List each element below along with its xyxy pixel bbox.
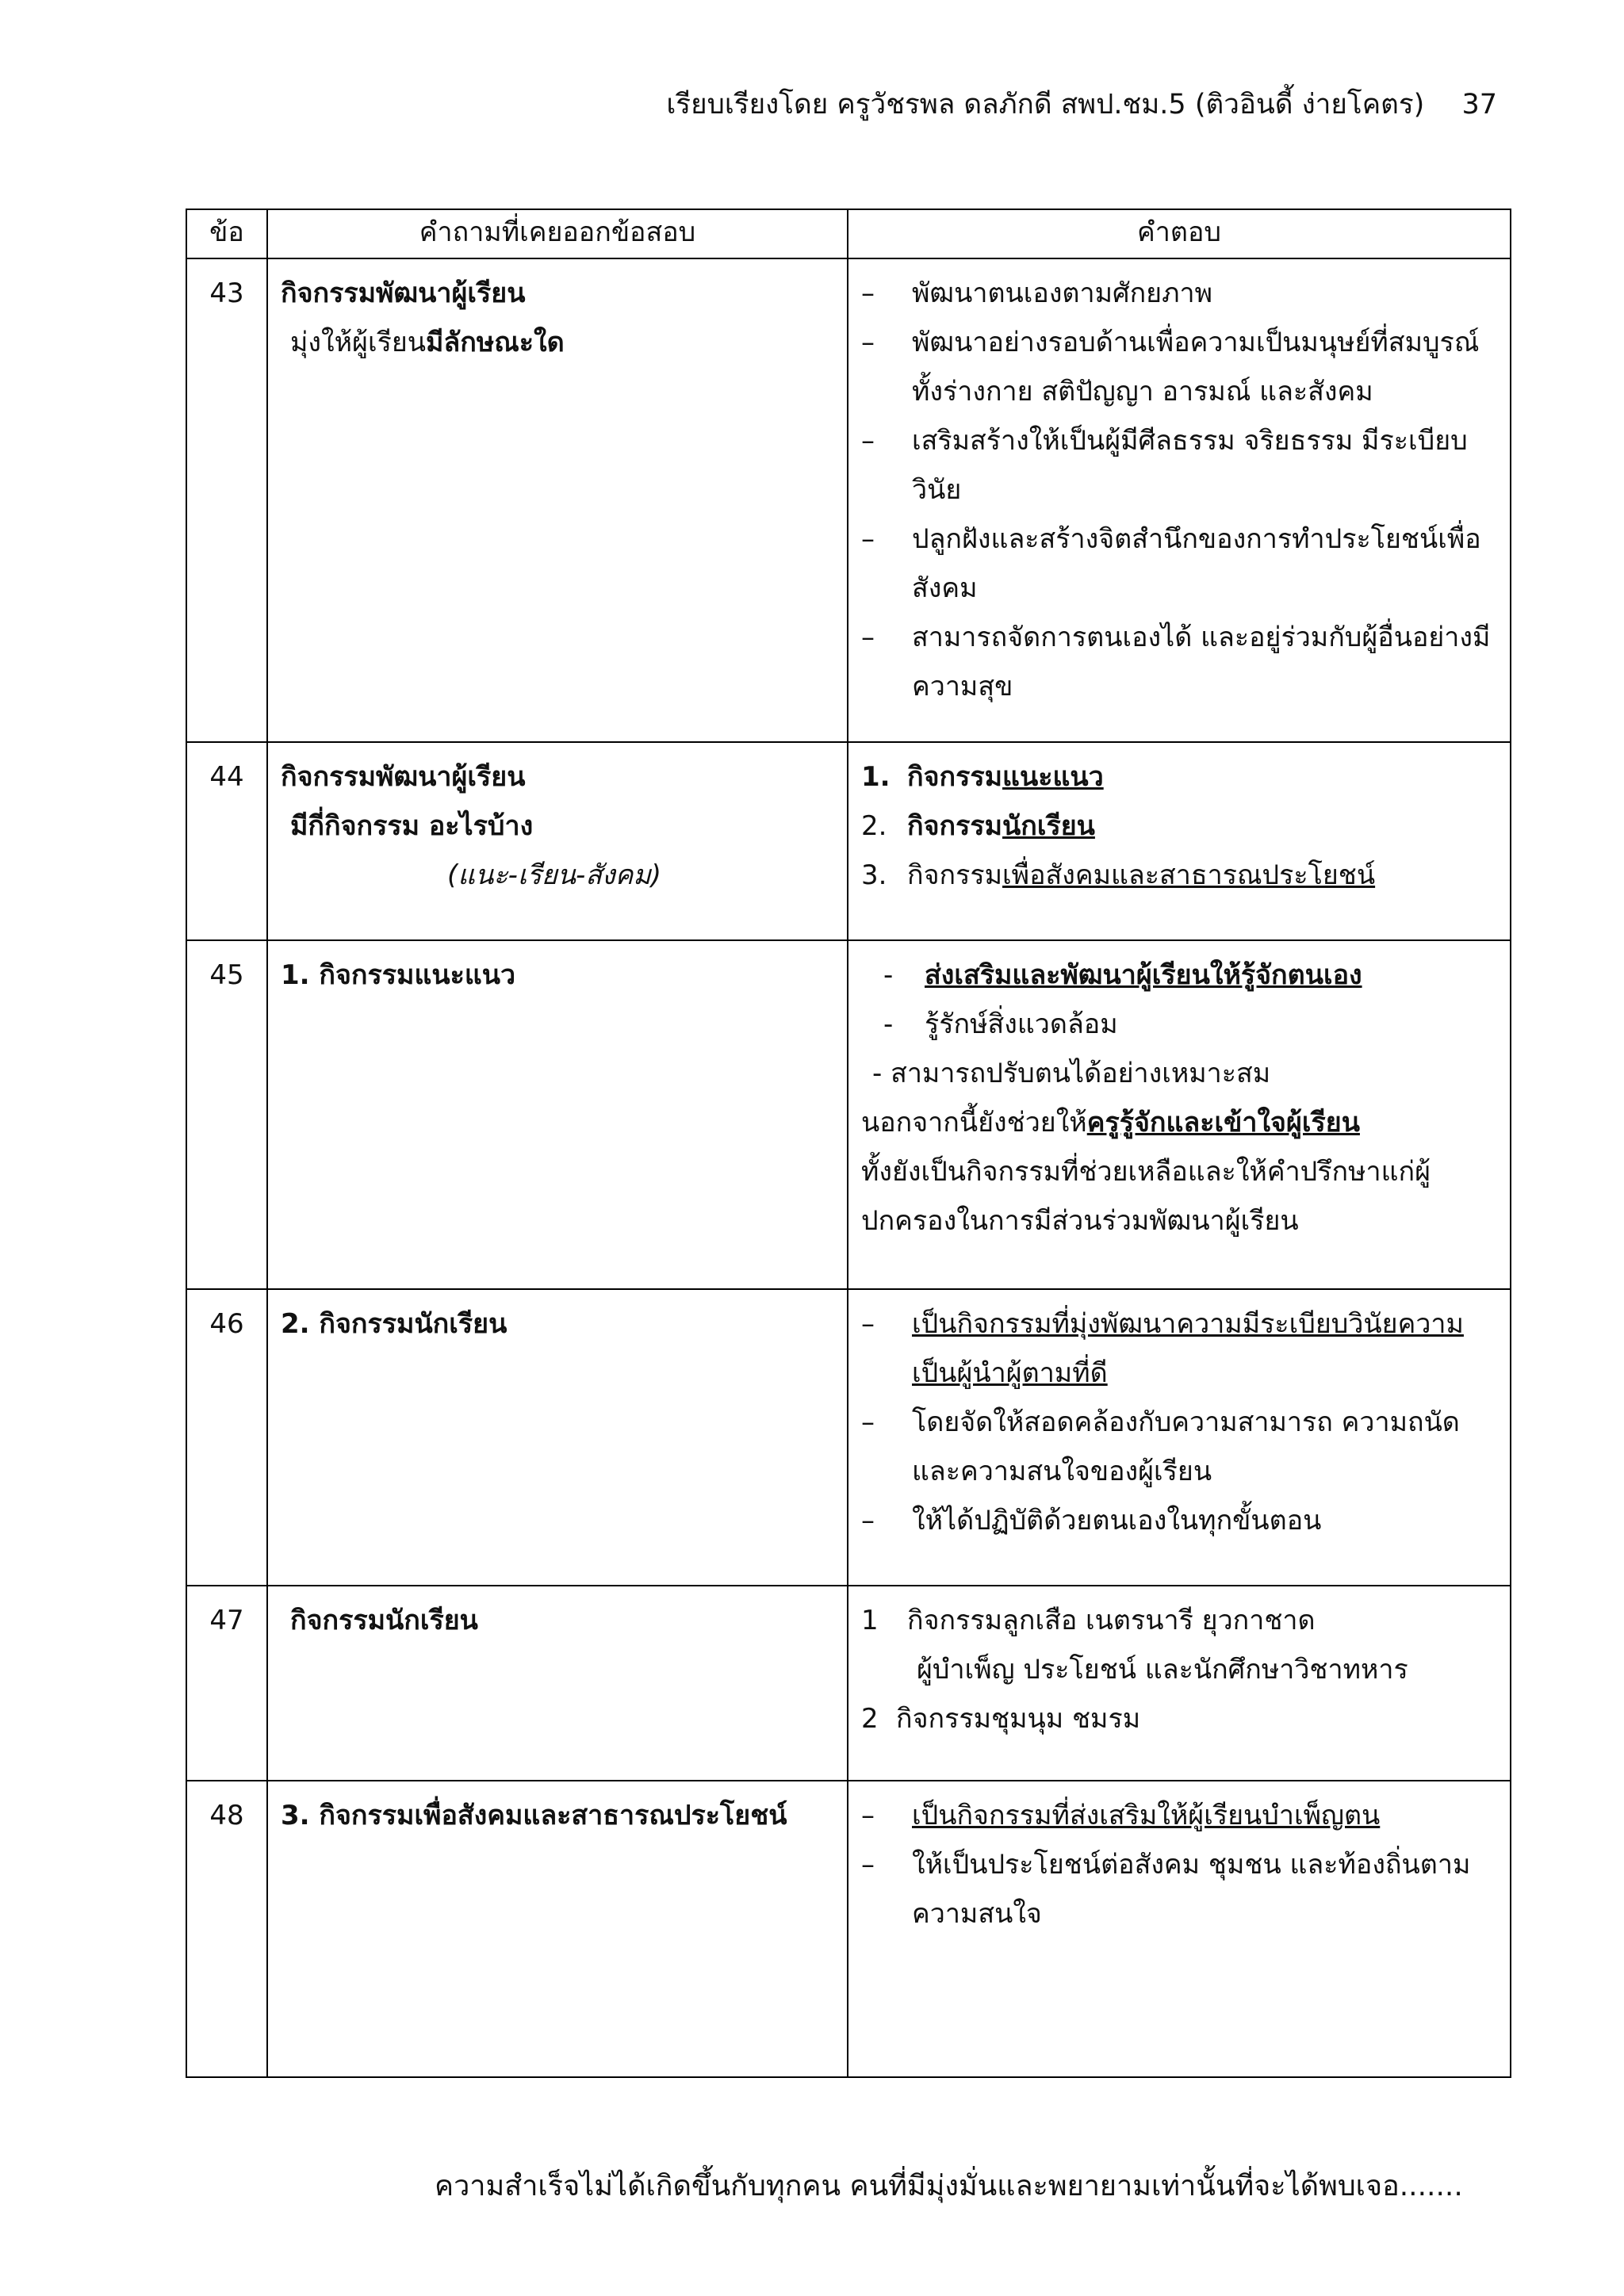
question-cell (267, 940, 848, 1289)
answer-item: – เสริมสร้างให้เป็นผู้มีศีลธรรม จริยธรรม มีระเบียบวินัย (861, 425, 1468, 506)
table-row (186, 742, 1511, 940)
row-number: 45 (186, 940, 267, 1289)
question-line: มุ่งให้ผู้เรียนมีลักษณะใด (290, 327, 565, 358)
answer-item: นอกจากนี้ยังช่วยให้ครูรู้จักและเข้าใจผู้เรียน (861, 1107, 1360, 1138)
answer-cell (848, 742, 1511, 940)
answer-item: ทั้งยังเป็นกิจกรรมที่ช่วยเหลือและให้คำปรึกษาแก่ผู้ปกครองในการมีส่วนร่วมพัฒนาผู้เรียน (861, 1156, 1431, 1237)
question-line: กิจกรรมพัฒนาผู้เรียน (281, 277, 526, 309)
answer-item: – เป็นกิจกรรมที่มุ่งพัฒนาความมีระเบียบวินัยความเป็นผู้นำผู้ตามที่ดี (861, 1308, 1464, 1389)
answer-item: – ให้ได้ปฏิบัติด้วยตนเองในทุกขั้นตอน (861, 1505, 1322, 1536)
col-header-question: คำถามที่เคยออกข้อสอบ (267, 209, 848, 258)
row-number: 48 (186, 1781, 267, 2077)
row-number: 44 (186, 742, 267, 940)
answer-cell (848, 1781, 1511, 2077)
answer-item: 1 กิจกรรมลูกเสือ เนตรนารี ยุวกาชาด (861, 1605, 1316, 1636)
answer-cell (848, 1586, 1511, 1781)
qa-table (186, 209, 1511, 2078)
answer-item: – โดยจัดให้สอดคล้องกับความสามารถ ความถนัดและความสนใจของผู้เรียน (861, 1406, 1460, 1487)
answer-cell (848, 258, 1511, 742)
table-row (186, 258, 1511, 742)
page-number: 37 (1461, 89, 1497, 121)
question-line: 2. กิจกรรมนักเรียน (281, 1308, 508, 1340)
answer-item: – สามารถจัดการตนเองได้ และอยู่ร่วมกับผู้อื่นอย่างมีความสุข (861, 622, 1491, 702)
answer-item: - ส่งเสริมและพัฒนาผู้เรียนให้รู้จักตนเอง (883, 959, 1362, 991)
answer-item: 1. กิจกรรมแนะแนว (861, 761, 1104, 793)
answer-item: – พัฒนาตนเองตามศักยภาพ (861, 277, 1213, 309)
col-header-no: ข้อ (186, 209, 267, 258)
question-cell (267, 258, 848, 742)
answer-item: – เป็นกิจกรรมที่ส่งเสริมให้ผู้เรียนบำเพ็ญตน (861, 1800, 1381, 1831)
question-line: มีกี่กิจกรรม อะไรบ้าง (290, 810, 534, 842)
answer-item: 3. กิจกรรมเพื่อสังคมและสาธารณประโยชน์ (861, 859, 1376, 891)
table-row (186, 1289, 1511, 1586)
question-hint: (แนะ-เรียน-สังคม) (447, 859, 662, 891)
header-title: เรียบเรียงโดย ครูวัชรพล ดลภักดี สพป.ชม.5 (ติวอินดี้ ง่ายโคตร) (666, 89, 1425, 121)
table-row (186, 940, 1511, 1289)
answer-item: 2. กิจกรรมนักเรียน (861, 810, 1095, 842)
table-header-row (186, 209, 1511, 258)
question-line: 3. กิจกรรมเพื่อสังคมและสาธารณประโยชน์ (281, 1800, 787, 1831)
row-number: 43 (186, 258, 267, 742)
question-line: กิจกรรมนักเรียน (290, 1605, 478, 1636)
col-header-answer: คำตอบ (848, 209, 1511, 258)
row-number: 47 (186, 1586, 267, 1781)
page-header (666, 82, 1497, 126)
question-line: กิจกรรมพัฒนาผู้เรียน (281, 761, 526, 793)
answer-item: – ให้เป็นประโยชน์ต่อสังคม ชุมชน และท้องถิ่นตามความสนใจ (861, 1849, 1471, 1930)
answer-cell (848, 1289, 1511, 1586)
answer-cell (848, 940, 1511, 1289)
footer-quote: ความสำเร็จไม่ได้เกิดขึ้นกับทุกคน คนที่มีมุ่งมั่นและพยายามเท่านั้นที่จะได้พบเจอ....... (435, 2170, 1463, 2202)
answer-item: ผู้บำเพ็ญ ประโยชน์ และนักศึกษาวิชาทหาร (917, 1654, 1408, 1686)
answer-item: – ปลูกฝังและสร้างจิตสำนึกของการทำประโยชน์เพื่อสังคม (861, 523, 1481, 604)
table-row (186, 1781, 1511, 2077)
row-number: 46 (186, 1289, 267, 1586)
answer-item: - รู้รักษ์สิ่งแวดล้อม (883, 1008, 1118, 1040)
question-cell (267, 1781, 848, 2077)
question-cell (267, 742, 848, 940)
question-cell (267, 1289, 848, 1586)
answer-item: - สามารถปรับตนได้อย่างเหมาะสม (872, 1058, 1271, 1089)
answer-item: 2 กิจกรรมชุมนุม ชมรม (861, 1703, 1141, 1735)
question-cell (267, 1586, 848, 1781)
answer-item: – พัฒนาอย่างรอบด้านเพื่อความเป็นมนุษย์ที่สมบูรณ์ ทั้งร่างกาย สติปัญญา อารมณ์ และสังคม (861, 327, 1480, 408)
table-row (186, 1586, 1511, 1781)
question-line: 1. กิจกรรมแนะแนว (281, 959, 516, 991)
